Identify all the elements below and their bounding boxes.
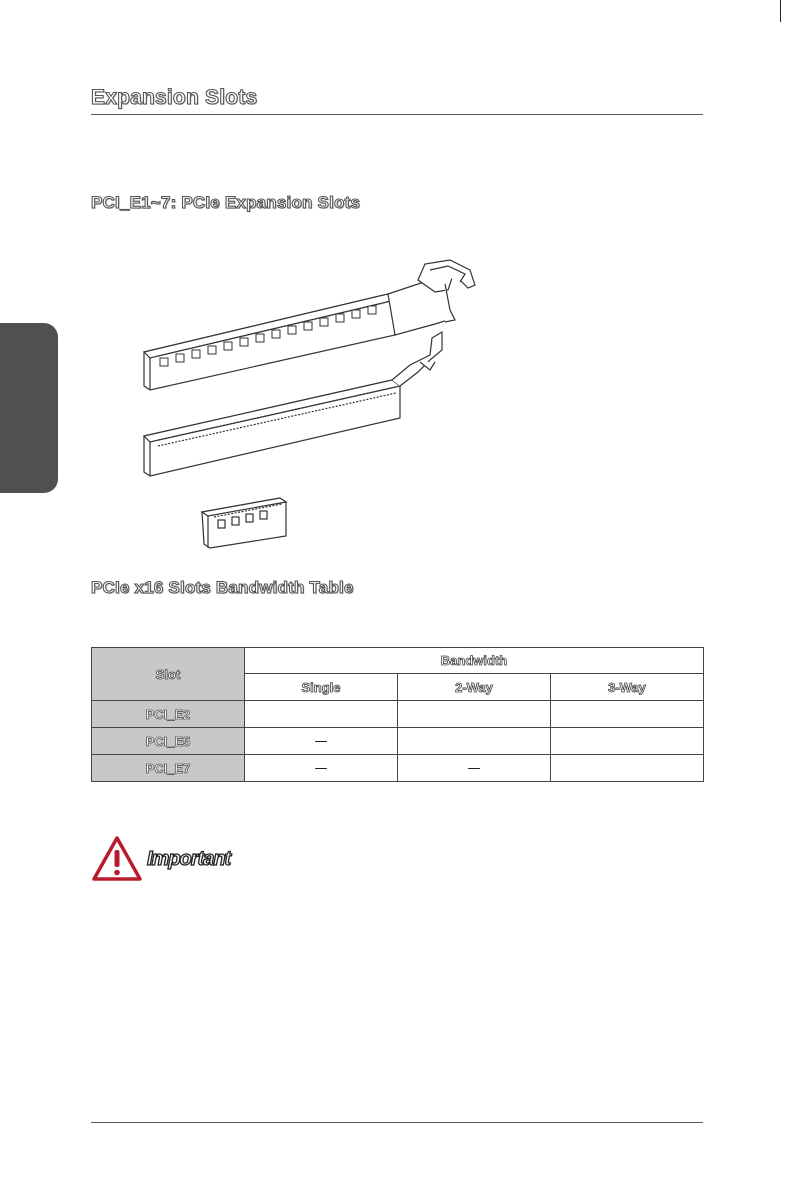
footer-divider: [91, 1122, 703, 1123]
warning-triangle-icon: [91, 835, 143, 883]
important-label: Important: [147, 848, 231, 870]
crop-mark: [780, 0, 781, 22]
three-way-cell: [551, 755, 704, 782]
figure-pcie-x16-slot-top: [144, 260, 475, 390]
slot-cell: PCI_E5: [92, 728, 245, 755]
single-column-header: Single: [245, 674, 398, 701]
single-cell: —: [245, 728, 398, 755]
slot-column-header: Slot: [92, 648, 245, 701]
three-way-cell: [551, 728, 704, 755]
single-cell: —: [245, 755, 398, 782]
two-way-cell: [398, 728, 551, 755]
slot-cell: PCI_E2: [92, 701, 245, 728]
table-header-row: [92, 648, 704, 674]
two-way-column-header: 2-Way: [398, 674, 551, 701]
slot-cell: PCI_E7: [92, 755, 245, 782]
table-heading: PCIe x16 Slots Bandwidth Table: [91, 578, 354, 597]
table-row: [92, 755, 704, 782]
single-cell: [245, 701, 398, 728]
bandwidth-table: [91, 647, 704, 782]
title-divider: [91, 114, 703, 115]
section-title: Expansion Slots: [91, 86, 258, 109]
figure-pcie-x1-slot: [202, 498, 286, 548]
bandwidth-column-header: Bandwidth: [245, 648, 704, 674]
pcie-slots-illustration: [130, 240, 500, 560]
table-row: [92, 701, 704, 728]
slots-heading: PCI_E1~7: PCIe Expansion Slots: [91, 193, 361, 212]
chapter-side-tab: [0, 323, 58, 493]
three-way-cell: [551, 701, 704, 728]
table-row: [92, 728, 704, 755]
three-way-column-header: 3-Way: [551, 674, 704, 701]
two-way-cell: —: [398, 755, 551, 782]
two-way-cell: [398, 701, 551, 728]
